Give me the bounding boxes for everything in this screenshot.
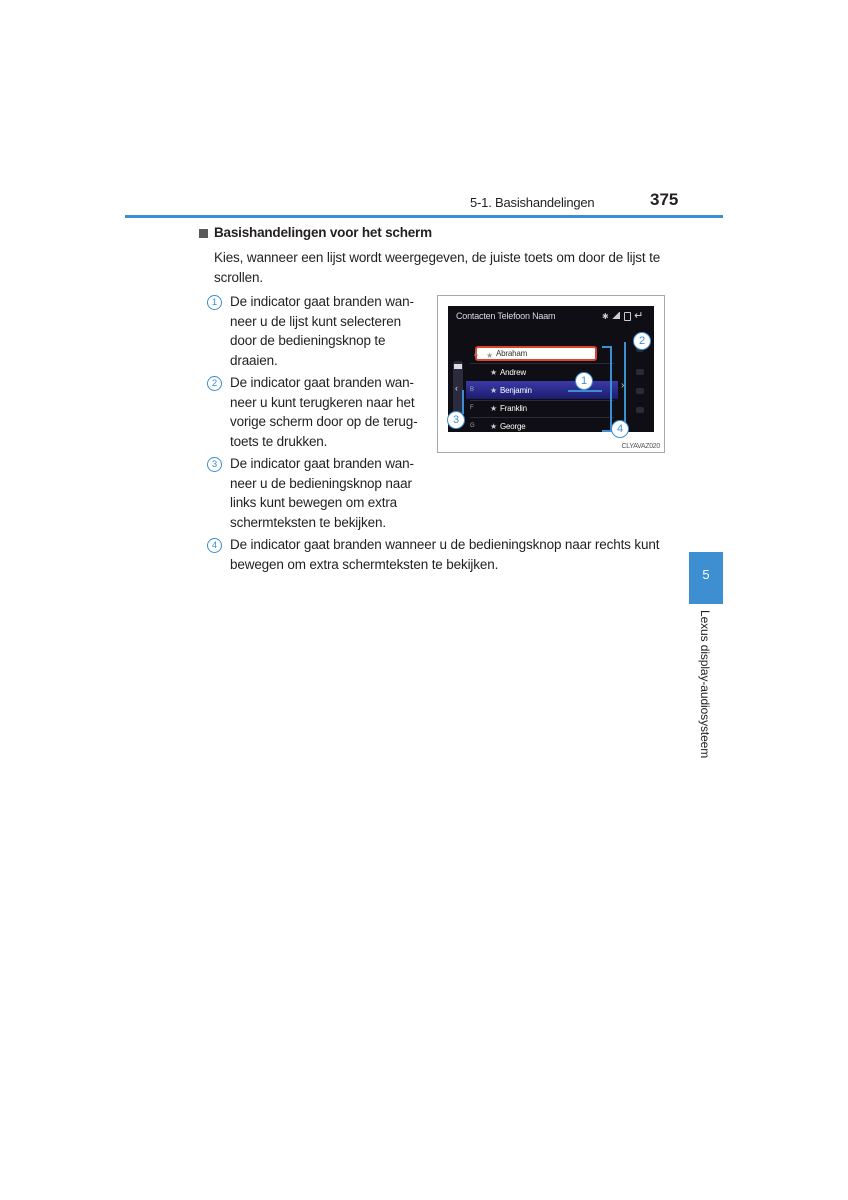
item-number-2: 2 [207, 376, 222, 391]
contact-row[interactable] [470, 401, 614, 416]
list-item [230, 292, 424, 370]
star-icon: ★ [490, 404, 498, 413]
contact-row[interactable] [478, 365, 614, 380]
indicator-bracket [602, 346, 612, 432]
list-item [230, 373, 424, 451]
item-line: De indicator gaat branden wan- [230, 294, 414, 309]
item-line: neer u de lijst kunt selecteren [230, 313, 401, 329]
side-indicator [636, 388, 644, 394]
item-line: bewegen om extra schermteksten te bekijken. [230, 556, 499, 572]
callout-line [568, 390, 602, 392]
chapter-title: Lexus display-audiosysteem [698, 610, 712, 759]
item-line: De indicator gaat branden wanneer u de bedieningsknop naar rechts kunt [230, 537, 660, 552]
item-line: De indicator gaat branden wan- [230, 456, 414, 471]
contact-name: Andrew [500, 368, 526, 377]
item-number-1: 1 [207, 295, 222, 310]
display-screen [448, 306, 654, 432]
contact-name: Abraham [496, 349, 528, 358]
callout-line [624, 342, 626, 422]
section-bullet-icon [199, 229, 208, 238]
scroll-thumb[interactable] [454, 364, 462, 369]
row-divider [470, 363, 614, 364]
contact-row-selected[interactable] [475, 346, 597, 361]
item-line: neer u de bedieningsknop naar [230, 475, 412, 491]
item-line: schermteksten te bekijken. [230, 514, 386, 530]
list-item [230, 454, 424, 532]
list-item [230, 535, 660, 574]
item-number-3: 3 [207, 457, 222, 472]
item-line: toets te drukken. [230, 433, 328, 449]
side-indicator [636, 407, 644, 413]
contact-name: George [500, 422, 526, 431]
header-rule [125, 215, 723, 218]
bluetooth-icon: ✱ [602, 312, 609, 321]
index-letter: F [470, 405, 474, 411]
row-divider [470, 417, 614, 418]
side-indicator [636, 369, 644, 375]
item-line: vorige scherm door op de terug- [230, 414, 418, 429]
callout-2: 2 [633, 332, 651, 350]
page-number: 375 [650, 190, 679, 209]
back-arrow-icon[interactable]: ↵ [634, 310, 644, 322]
battery-icon [624, 312, 631, 321]
chapter-tab: 5 [689, 552, 723, 604]
screen-figure [437, 295, 665, 453]
item-line: door de bedieningsknop te [230, 333, 386, 348]
callout-4: 4 [611, 420, 629, 438]
index-letter: G [470, 423, 475, 429]
signal-icon [612, 312, 620, 319]
item-line: De indicator gaat branden wan- [230, 375, 414, 390]
item-line: neer u kunt terugkeren naar het [230, 394, 415, 410]
index-letter: B [470, 387, 475, 393]
running-header-section: 5-1. Basishandelingen [470, 195, 595, 210]
star-icon: ★ [486, 351, 494, 360]
index-letter: A [474, 352, 479, 358]
star-icon: ★ [490, 386, 498, 395]
item-number-4: 4 [207, 538, 222, 553]
contact-name: Benjamin [500, 386, 532, 395]
chevron-right-icon[interactable]: › [621, 380, 625, 391]
contact-row[interactable] [470, 419, 614, 432]
callout-1: 1 [575, 372, 593, 390]
intro-line: scrollen. [214, 270, 263, 285]
star-icon: ★ [490, 422, 498, 431]
callout-line [462, 390, 464, 414]
intro-paragraph [214, 248, 664, 288]
chevron-left-icon[interactable]: ‹ [455, 383, 458, 393]
item-line: links kunt bewegen om extra [230, 495, 398, 510]
star-icon: ★ [490, 368, 498, 377]
section-title: Basishandelingen voor het scherm [214, 225, 432, 240]
figure-code: CLYAVAZ020 [621, 443, 660, 450]
item-line: draaien. [230, 352, 278, 368]
callout-3: 3 [447, 411, 465, 429]
intro-line: Kies, wanneer een lijst wordt weergegeven, de juiste toets om door de lijst te [214, 250, 661, 265]
screen-title: Contacten Telefoon Naam [456, 311, 556, 321]
contact-name: Franklin [500, 404, 527, 413]
